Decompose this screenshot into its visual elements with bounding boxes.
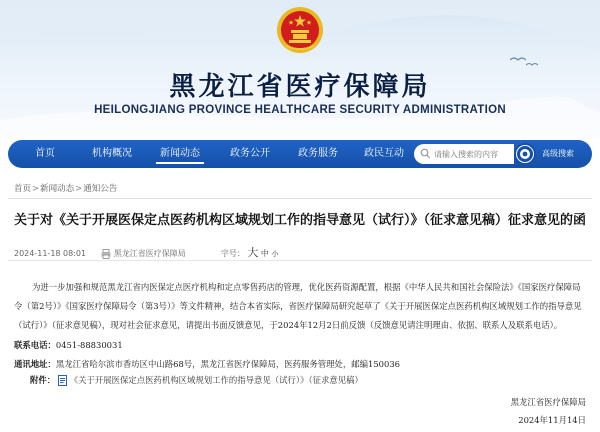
site-header [0,0,600,138]
contact-phone [14,339,123,351]
breadcrumb-separator: > [75,184,83,194]
breadcrumb-home[interactable]: 首页 [14,184,32,194]
publish-date: 2024-11-18 08:01 [14,249,87,258]
font-size-small-button[interactable]: 小 [271,250,279,258]
document-icon [58,375,67,386]
attachment-label: 附件： [30,375,56,385]
attachment-row [30,374,363,386]
site-title: 黑龙江省医疗保障局 [169,72,431,102]
emblem-search-icon [516,145,534,163]
nav-item-home[interactable]: 首页 [35,148,55,159]
nav-item-about[interactable]: 机构概况 [92,148,132,159]
site-subtitle: HEILONGJIANG PROVINCE HEALTHCARE SECURITY ADMINISTRATION [94,104,506,116]
address-label: 通讯地址： [14,359,56,369]
search-icon [420,148,430,160]
signature-date: 2024年11月14日 [518,415,586,425]
search-button[interactable] [514,143,536,165]
national-emblem-icon [276,6,324,54]
nav-item-gov-affairs[interactable]: 政务公开 [230,148,270,159]
nav-item-news[interactable]: 新闻动态 [150,140,210,168]
bird-icon [510,56,526,64]
nav-item-interaction[interactable]: 政民互动 [364,148,404,159]
breadcrumb [14,182,117,194]
contact-address [14,358,400,370]
signature-org: 黑龙江省医疗保障局 [510,397,586,407]
article-source: 黑龙江省医疗保障局 [113,249,186,258]
search-input[interactable] [434,147,510,161]
paragraph-text: 为进一步加强和规范黑龙江省内医保定点医疗机构和定点零售药店的管理，优化医药资源配置，根据《中华人民共和国社会保险法》《国家医疗保障局令（第2号）》《国家医疗保障局令（第3号）》等文件精神，结合本省实际，省医疗保障局研究起草了《关于开展医保定点医药机构区域规划工作的指导意见（试行）》（征求意见稿），现对社会征求意见，请提出书面反馈意见，于2024年12月2日前反馈（反馈意见请注明理由、依据、联系人及联系电话）。 [14,282,582,330]
font-size-label: 字号： [220,249,245,258]
divider [8,198,592,199]
divider [8,260,592,261]
article-meta [14,244,278,260]
main-nav [8,140,592,168]
article-paragraph [14,278,586,335]
search-box [414,144,514,164]
breadcrumb-news[interactable]: 新闻动态 [40,184,75,194]
breadcrumb-separator: > [32,184,40,194]
nav-item-gov-services[interactable]: 政务服务 [298,148,338,159]
article-title: 关于对《关于开展医保定点医药机构区域规划工作的指导意见（试行）》（征求意见稿）征求意见的函 [13,213,586,228]
phone-label: 联系电话： [14,340,56,350]
phone-value: 0451-88830031 [55,340,123,350]
font-size-medium-button[interactable]: 中 [260,249,269,258]
advanced-search-link[interactable]: 高级搜索 [542,149,574,158]
attachment-link[interactable]: 《关于开展医保定点医药机构区域规划工作的指导意见（试行）》（征求意见稿） [69,375,363,385]
printer-icon[interactable] [101,249,111,259]
font-size-large-button[interactable]: 大 [247,246,259,259]
address-value: 黑龙江省哈尔滨市香坊区中山路68号，黑龙江省医疗保障局，医药服务管理处，邮编150036 [55,359,400,369]
breadcrumb-notices[interactable]: 通知公告 [83,184,118,194]
